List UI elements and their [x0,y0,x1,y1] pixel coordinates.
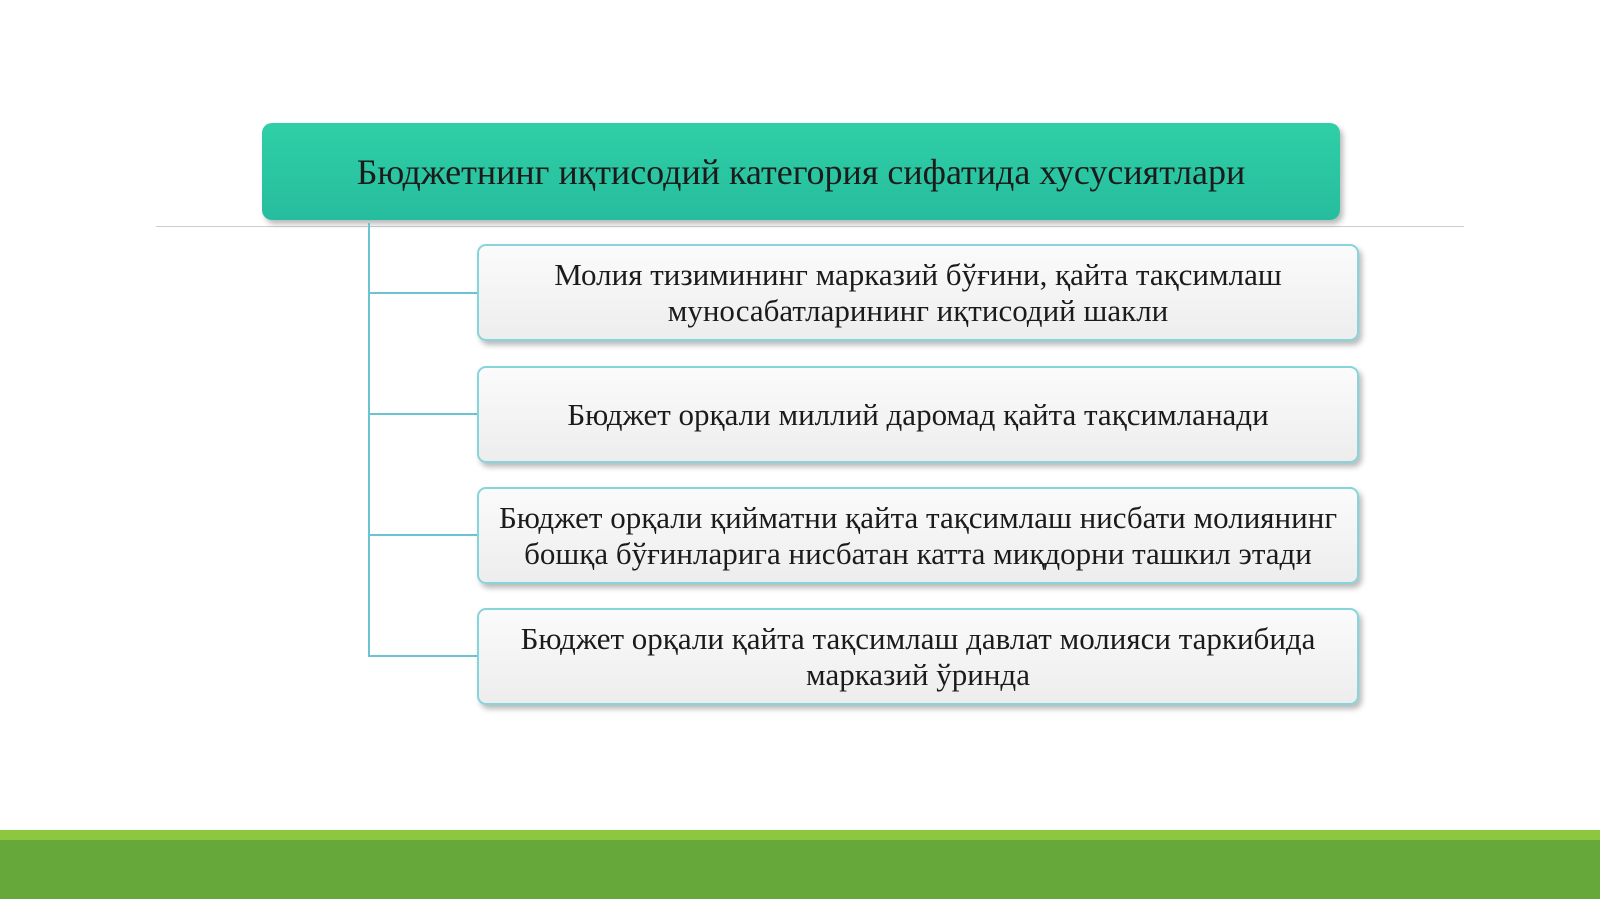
diagram-item-1 [477,244,1359,341]
footer-band-dark [0,840,1600,899]
diagram-item-4 [477,608,1359,705]
diagram-title: Бюджетнинг иқтисодий категория сифатида хусусиятлари [356,151,1246,192]
connector-branch-2 [368,413,477,415]
footer-band-light [0,830,1600,840]
connector-branch-4 [368,655,477,657]
connector-branch-1 [368,292,477,294]
diagram-item-text: Бюджет орқали қийматни қайта тақсимлаш нисбати молиянинг бошқа бўғинларига нисбатан катта миқдорни ташкил этади [498,499,1338,571]
diagram-item-text: Бюджет орқали миллий даромад қайта тақсимланади [567,396,1269,432]
diagram-item-2 [477,366,1359,463]
diagram-item-text: Молия тизимининг марказий бўғини, қайта тақсимлаш муносабатларининг иқтисодий шакли [554,256,1282,328]
diagram-item-3 [477,487,1359,584]
header-divider-line [156,226,1464,227]
connector-vertical-line [368,223,370,657]
diagram-item-text: Бюджет орқали қайта тақсимлаш давлат молияси таркибида марказий ўринда [520,620,1316,692]
connector-branch-3 [368,534,477,536]
diagram-title-box [262,123,1340,220]
